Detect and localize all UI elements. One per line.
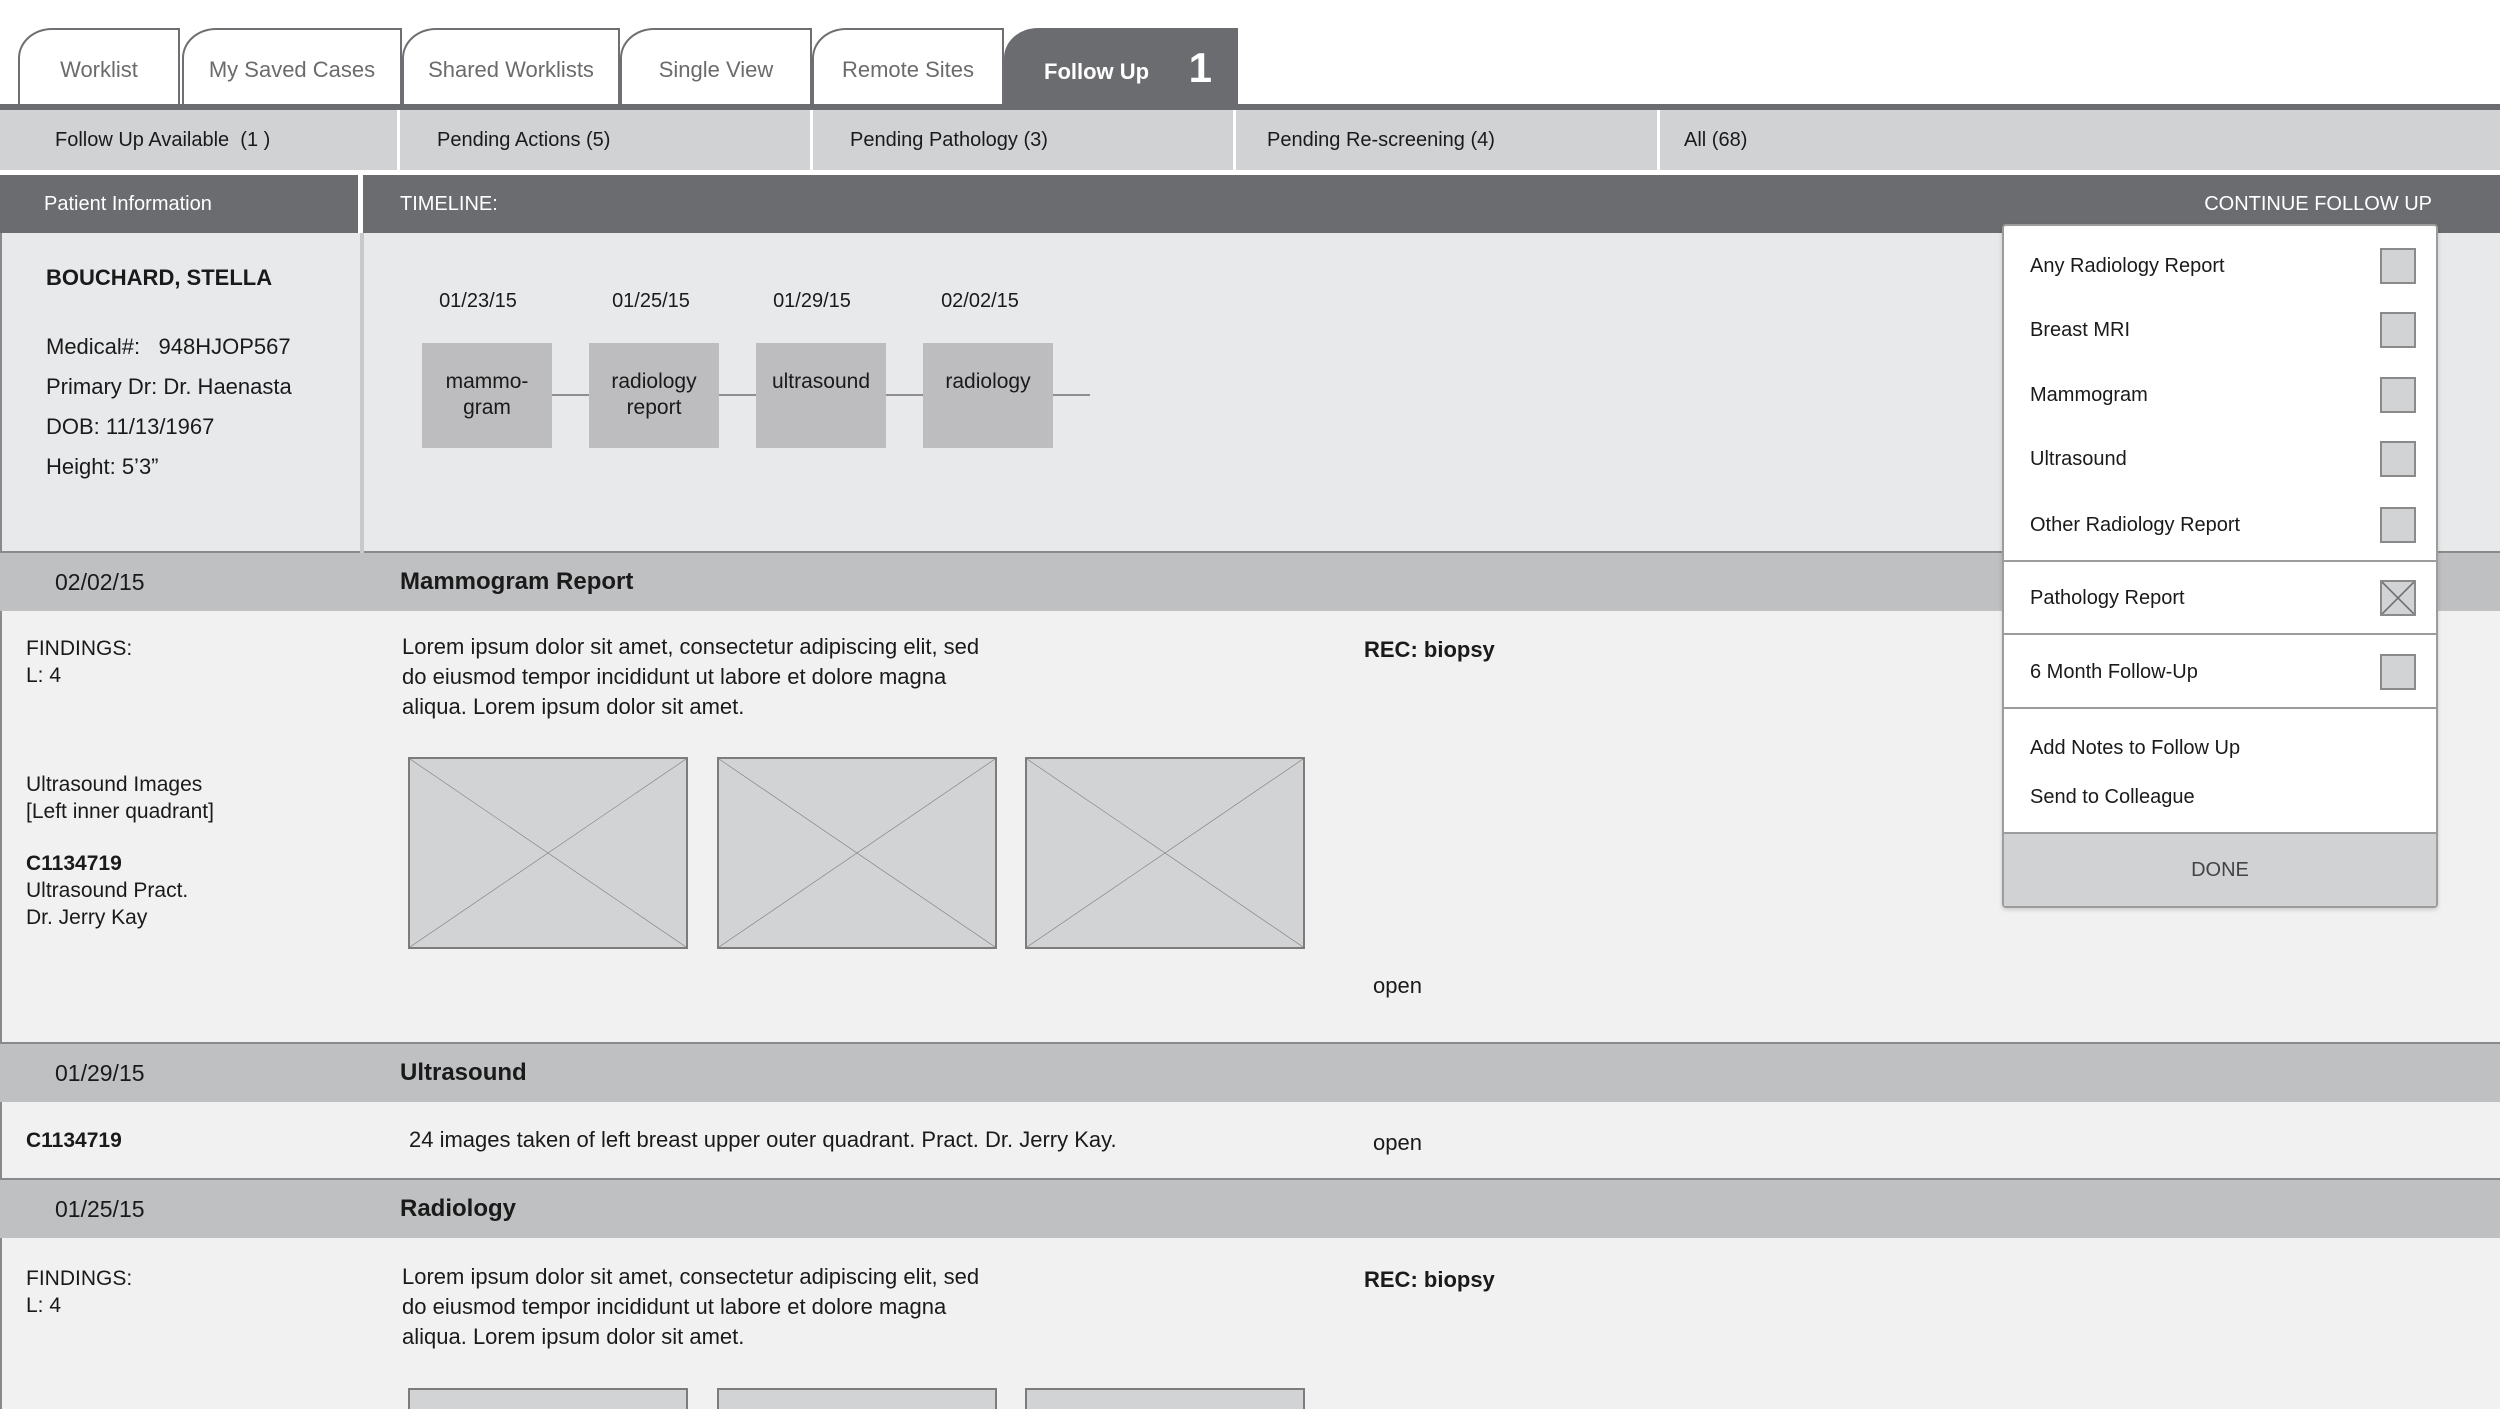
report-date: 02/02/15 bbox=[55, 568, 145, 595]
date-of-birth: DOB: 11/13/1967 bbox=[46, 414, 215, 439]
subtab-pending-actions[interactable] bbox=[400, 110, 813, 170]
checkbox[interactable] bbox=[2380, 441, 2416, 477]
patient-height: Height: 5’3” bbox=[46, 454, 159, 479]
status-label: open bbox=[1373, 1130, 1422, 1155]
option-label: Pathology Report bbox=[2030, 586, 2185, 609]
tab-single-view[interactable] bbox=[620, 28, 812, 106]
timeline-event-label: radiology report bbox=[611, 370, 697, 419]
subtab-label: Pending Re-screening (4) bbox=[1267, 128, 1495, 151]
option-label: Mammogram bbox=[2030, 383, 2148, 406]
practitioner-info: C1134719 Ultrasound Pract. Dr. Jerry Kay bbox=[26, 852, 189, 929]
panel-divider bbox=[360, 233, 364, 553]
tab-remote-sites[interactable] bbox=[812, 28, 1004, 106]
menu-divider bbox=[2004, 560, 2436, 562]
patient-name: BOUCHARD, STELLA bbox=[46, 265, 273, 290]
timeline-event-radiology[interactable] bbox=[923, 343, 1053, 448]
subtab-follow-up-available[interactable] bbox=[0, 110, 400, 170]
subtab-strip bbox=[0, 110, 2500, 170]
timeline-heading: TIMELINE: bbox=[400, 192, 498, 215]
patient-information-heading: Patient Information bbox=[44, 192, 212, 215]
option-breast-mri[interactable] bbox=[2004, 298, 2436, 362]
report-date: 01/29/15 bbox=[55, 1059, 145, 1086]
timeline-event-label: ultrasound bbox=[771, 370, 871, 393]
checkbox[interactable] bbox=[2380, 507, 2416, 543]
report-title: Ultrasound bbox=[400, 1059, 527, 1086]
checkbox[interactable] bbox=[2380, 248, 2416, 284]
image-placeholder[interactable] bbox=[1025, 1388, 1305, 1409]
tab-label: Worklist bbox=[60, 57, 138, 82]
report-body-ultrasound bbox=[0, 1102, 2500, 1180]
timeline-event-ultrasound[interactable] bbox=[756, 343, 886, 448]
timeline-event-label: mammo- gram bbox=[445, 370, 529, 419]
report-date: 01/25/15 bbox=[55, 1195, 145, 1222]
option-pathology-report[interactable] bbox=[2004, 566, 2436, 630]
image-placeholder[interactable] bbox=[717, 757, 997, 949]
continue-follow-up-button[interactable]: CONTINUE FOLLOW UP bbox=[2204, 192, 2432, 215]
add-notes-link[interactable]: Add Notes to Follow Up bbox=[2030, 737, 2241, 759]
tab-label: Follow Up bbox=[1044, 59, 1150, 84]
report-description: Lorem ipsum dolor sit amet, consectetur adipiscing elit, sed do eiusmod tempor incididunt ut labore et dolore magna aliqua. Lorem ipsum dolor sit amet. bbox=[402, 634, 980, 719]
tab-worklist[interactable] bbox=[18, 28, 180, 106]
checkbox[interactable] bbox=[2380, 377, 2416, 413]
subtab-label: Follow Up Available (1 ) bbox=[55, 128, 271, 151]
tab-label: Shared Worklists bbox=[428, 57, 594, 82]
tab-my-saved-cases[interactable] bbox=[182, 28, 402, 106]
report-description: 24 images taken of left breast upper outer quadrant. Pract. Dr. Jerry Kay. bbox=[409, 1127, 1117, 1152]
tab-label: My Saved Cases bbox=[208, 57, 376, 82]
option-label: Breast MRI bbox=[2030, 318, 2131, 341]
option-label: Any Radiology Report bbox=[2030, 254, 2225, 277]
ultrasound-images-info: Ultrasound Images [Left inner quadrant] bbox=[26, 773, 214, 823]
image-placeholder[interactable] bbox=[408, 1388, 688, 1409]
menu-divider bbox=[2004, 707, 2436, 709]
timeline-event-radiology-report[interactable] bbox=[589, 343, 719, 448]
subtab-all[interactable] bbox=[1660, 110, 2500, 170]
main-tab-bar bbox=[0, 0, 2500, 110]
tab-label: Remote Sites bbox=[841, 57, 975, 82]
option-label: 6 Month Follow-Up bbox=[2030, 660, 2198, 683]
subtab-label: All (68) bbox=[1684, 128, 1748, 151]
findings-block: FINDINGS: L: 4 bbox=[26, 637, 133, 687]
send-to-colleague-link[interactable]: Send to Colleague bbox=[2030, 786, 2195, 808]
option-label: Other Radiology Report bbox=[2030, 513, 2241, 536]
timeline-event-mammogram[interactable] bbox=[422, 343, 552, 448]
checkbox[interactable] bbox=[2380, 312, 2416, 348]
report-header-ultrasound[interactable] bbox=[0, 1044, 2500, 1102]
timeline-date: 01/23/15 bbox=[439, 290, 517, 312]
recommendation: REC: biopsy bbox=[1364, 1267, 1495, 1292]
timeline-date: 01/29/15 bbox=[773, 290, 851, 312]
subtab-label: Pending Pathology (3) bbox=[850, 128, 1048, 151]
done-button[interactable]: DONE bbox=[2004, 832, 2436, 906]
option-ultrasound[interactable] bbox=[2004, 427, 2436, 491]
tab-follow-up[interactable] bbox=[1004, 28, 1238, 110]
findings-block: FINDINGS: L: 4 bbox=[26, 1267, 133, 1317]
checkbox-checked[interactable] bbox=[2380, 580, 2416, 616]
checkbox[interactable] bbox=[2380, 654, 2416, 690]
subtab-pending-rescreening[interactable] bbox=[1236, 110, 1660, 170]
recommendation: REC: biopsy bbox=[1364, 637, 1495, 662]
option-label: Ultrasound bbox=[2030, 447, 2127, 470]
timeline-date: 01/25/15 bbox=[612, 290, 690, 312]
report-description: Lorem ipsum dolor sit amet, consectetur adipiscing elit, sed do eiusmod tempor incididunt ut labore et dolore magna aliqua. Lorem ipsum dolor sit amet. bbox=[402, 1264, 980, 1349]
report-body-radiology bbox=[0, 1238, 2500, 1409]
case-id: C1134719 bbox=[26, 1129, 122, 1152]
medical-number: Medical#: 948HJOP567 bbox=[46, 334, 291, 359]
primary-doctor: Primary Dr: Dr. Haenasta bbox=[46, 374, 292, 399]
report-title: Mammogram Report bbox=[400, 568, 634, 595]
image-placeholder[interactable] bbox=[1025, 757, 1305, 949]
report-header-radiology[interactable] bbox=[0, 1180, 2500, 1238]
option-any-radiology-report[interactable] bbox=[2004, 234, 2436, 298]
menu-divider bbox=[2004, 633, 2436, 635]
timeline-date: 02/02/15 bbox=[941, 290, 1019, 312]
timeline-event-label: radiology bbox=[945, 370, 1031, 393]
tab-label: Single View bbox=[658, 57, 774, 82]
subtab-pending-pathology[interactable] bbox=[813, 110, 1236, 170]
follow-up-count-badge: 1 bbox=[1188, 44, 1212, 91]
option-6-month-follow-up[interactable] bbox=[2004, 640, 2436, 704]
image-placeholder[interactable] bbox=[717, 1388, 997, 1409]
image-placeholder[interactable] bbox=[408, 757, 688, 949]
subtab-label: Pending Actions (5) bbox=[437, 128, 611, 151]
tab-shared-worklists[interactable] bbox=[402, 28, 620, 106]
follow-up-options-dropdown bbox=[2002, 224, 2438, 908]
status-label: open bbox=[1373, 973, 1422, 998]
option-other-radiology-report[interactable] bbox=[2004, 493, 2436, 557]
option-mammogram[interactable] bbox=[2004, 363, 2436, 427]
report-title: Radiology bbox=[400, 1195, 517, 1222]
